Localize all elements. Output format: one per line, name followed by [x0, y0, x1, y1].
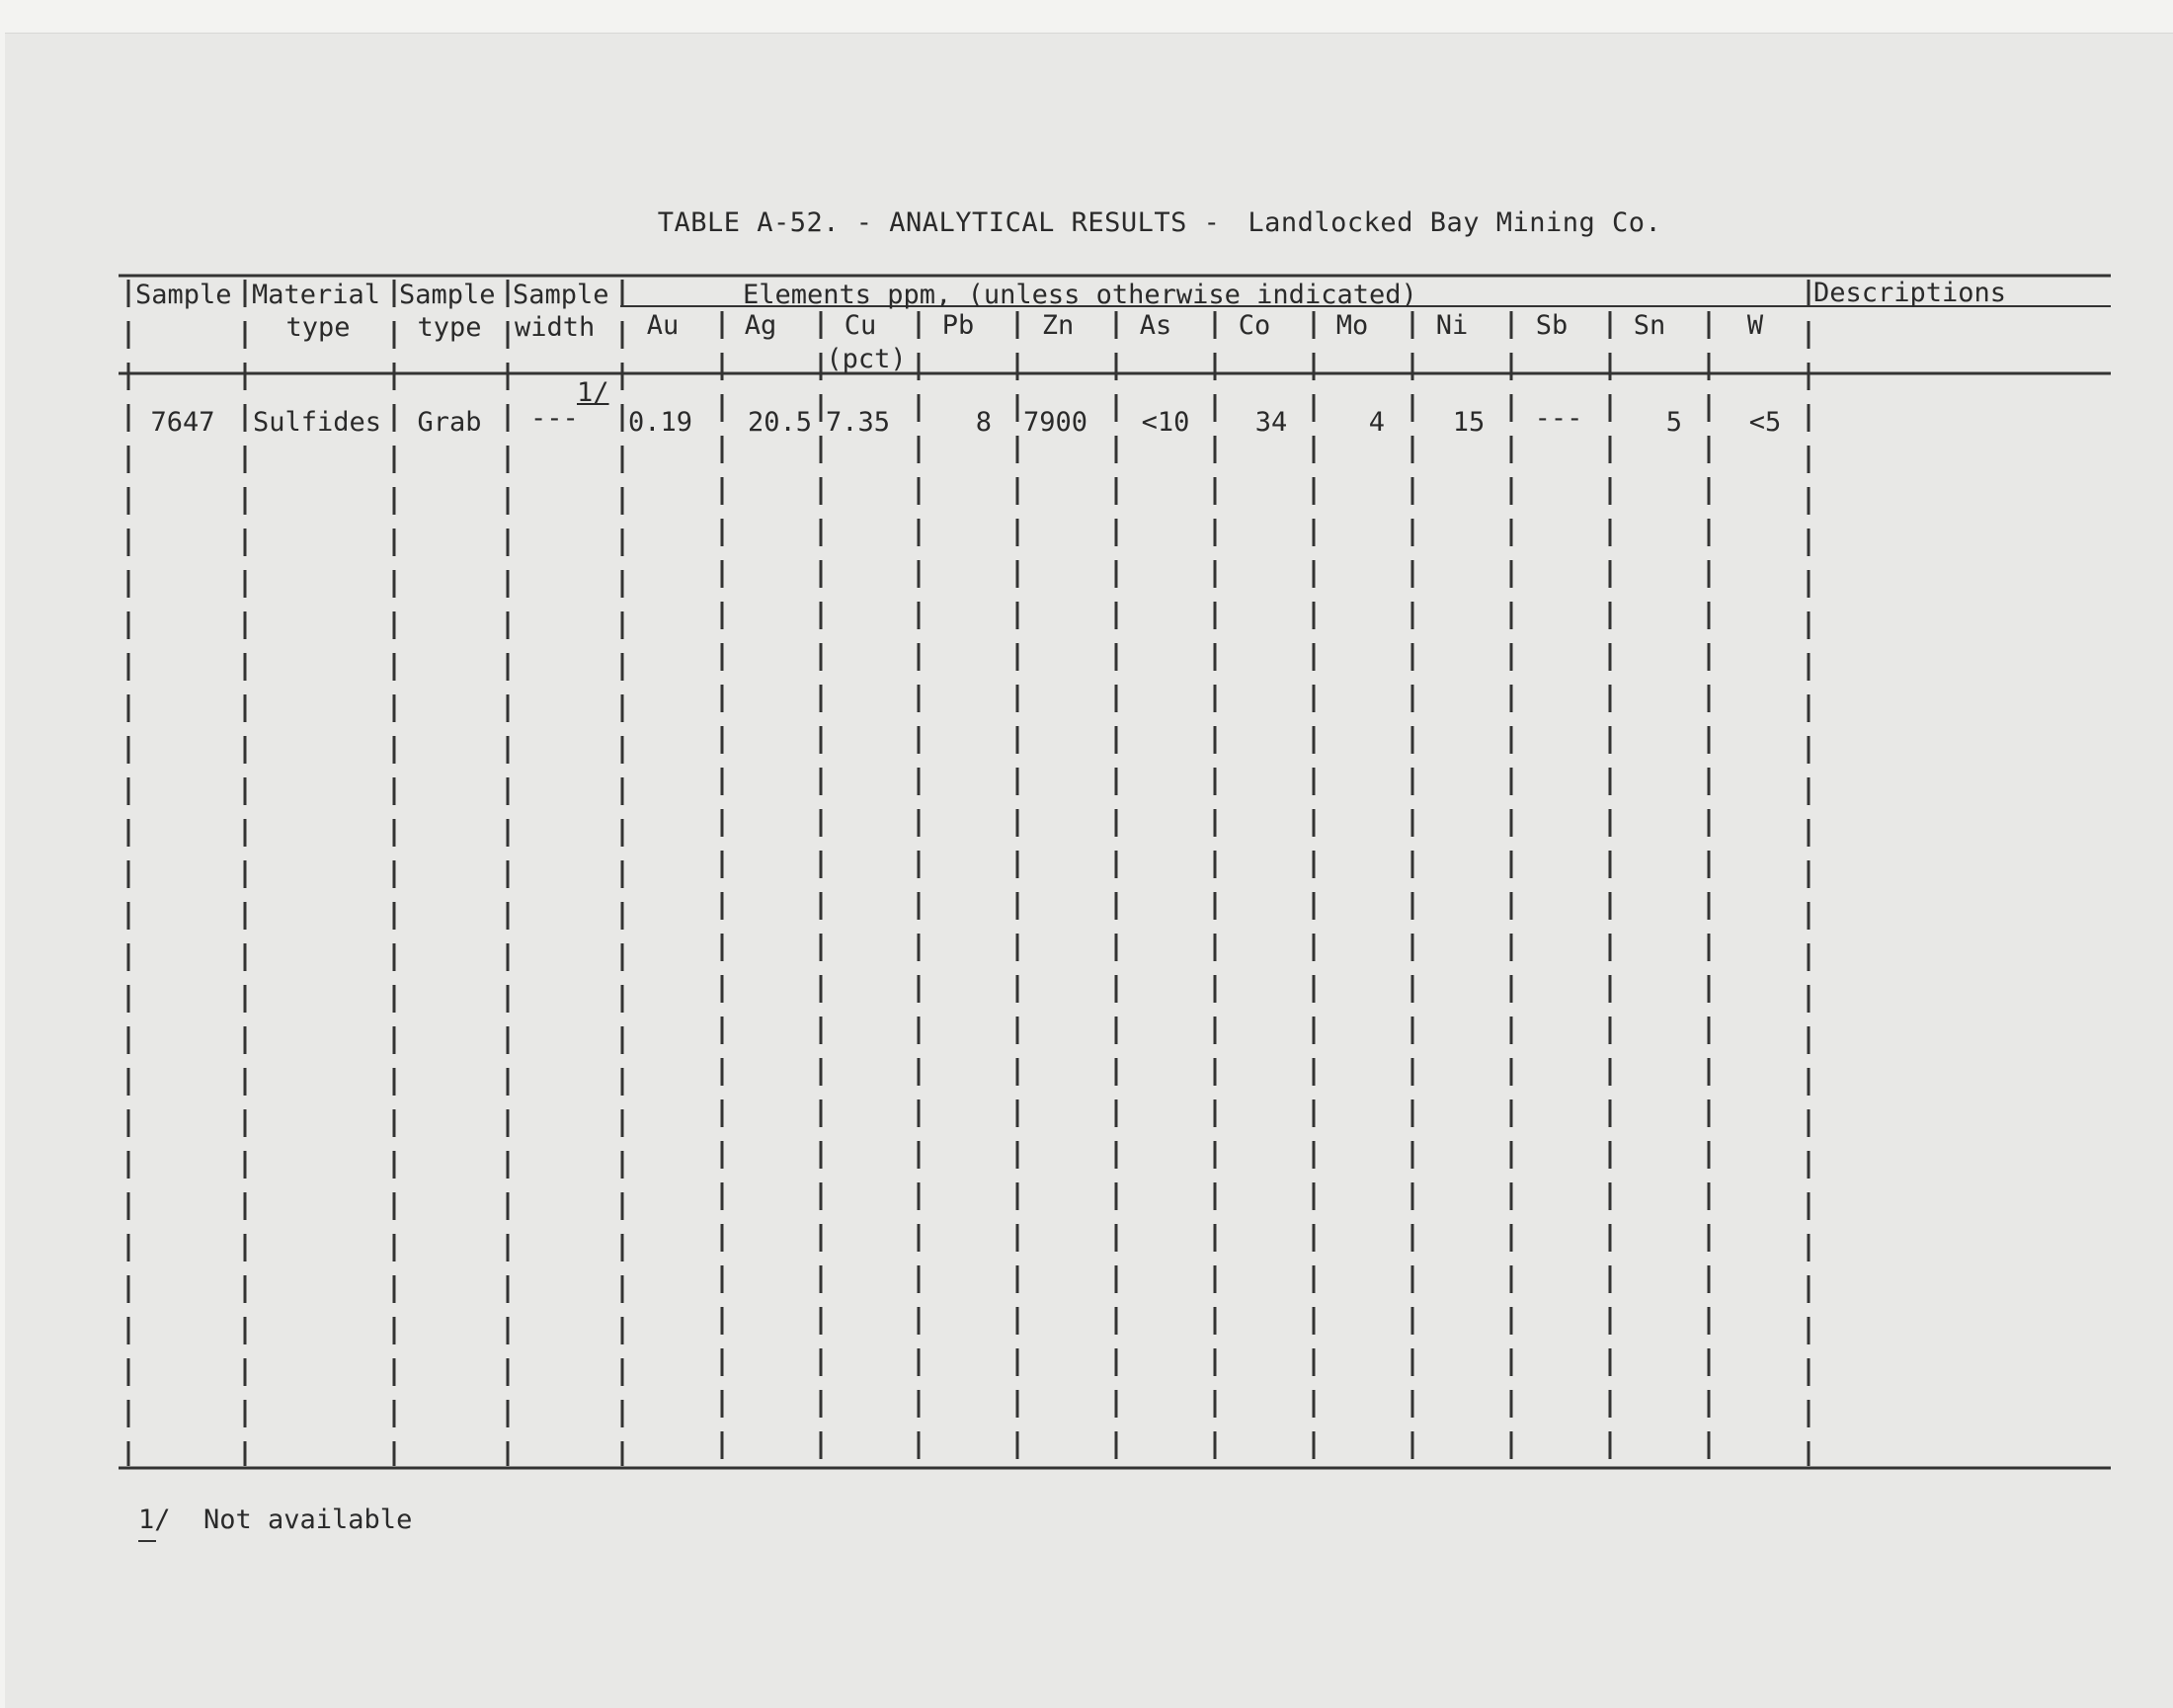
width-footnote-ref: 1/	[577, 377, 609, 408]
header-as: As	[1139, 310, 1172, 341]
cell-co: 34	[1254, 407, 1288, 438]
cell-sn: 5	[1665, 407, 1682, 438]
cell-w: <5	[1748, 407, 1782, 438]
header-sample-type: Sample	[399, 280, 496, 310]
table-title	[0, 207, 2173, 238]
header-pb: Pb	[941, 310, 975, 341]
cell-pb: 8	[975, 407, 992, 438]
header-elements: Elements ppm, (unless otherwise indicated)	[743, 280, 1417, 310]
cell-mo: 4	[1368, 407, 1385, 438]
cell-ni: 15	[1452, 407, 1486, 438]
cell-cu: 7.35	[826, 407, 891, 438]
cell-as: <10	[1141, 407, 1190, 438]
cell-zn: 7900	[1023, 407, 1088, 438]
header-cu-unit: (pct)	[826, 344, 907, 374]
header-w: W	[1746, 310, 1764, 341]
cell-au: 0.19	[628, 407, 693, 438]
cell-material: Sulfides	[253, 407, 382, 438]
cell-ag: 20.5	[747, 407, 812, 438]
header-au: Au	[646, 310, 680, 341]
cell-sample: 7647	[150, 407, 215, 438]
footnote-text: Not available	[203, 1505, 413, 1535]
cell-sb: ---	[1534, 403, 1583, 434]
header-co: Co	[1238, 310, 1271, 341]
table-id: TABLE A-52. - ANALYTICAL RESULTS -	[657, 207, 1221, 238]
cell-width: ---	[530, 403, 579, 434]
header-material: Material	[252, 280, 381, 310]
header-sample-type-2: type	[417, 312, 482, 343]
company-name: Landlocked Bay Mining Co.	[1247, 207, 1662, 238]
header-sn: Sn	[1633, 310, 1666, 341]
header-mo: Mo	[1335, 310, 1369, 341]
header-cu: Cu	[844, 310, 877, 341]
header-sample-width: Sample	[513, 280, 609, 310]
header-sb: Sb	[1535, 310, 1569, 341]
header-sample: Sample	[135, 280, 232, 310]
footnote-marker: 1/	[138, 1505, 171, 1535]
cell-type: Grab	[417, 407, 482, 438]
header-descriptions: Descriptions	[1813, 278, 2007, 308]
header-ni: Ni	[1435, 310, 1469, 341]
header-material-type: type	[285, 312, 351, 343]
header-sample-width-2: width	[515, 312, 596, 343]
header-zn: Zn	[1041, 310, 1075, 341]
header-ag: Ag	[744, 310, 777, 341]
